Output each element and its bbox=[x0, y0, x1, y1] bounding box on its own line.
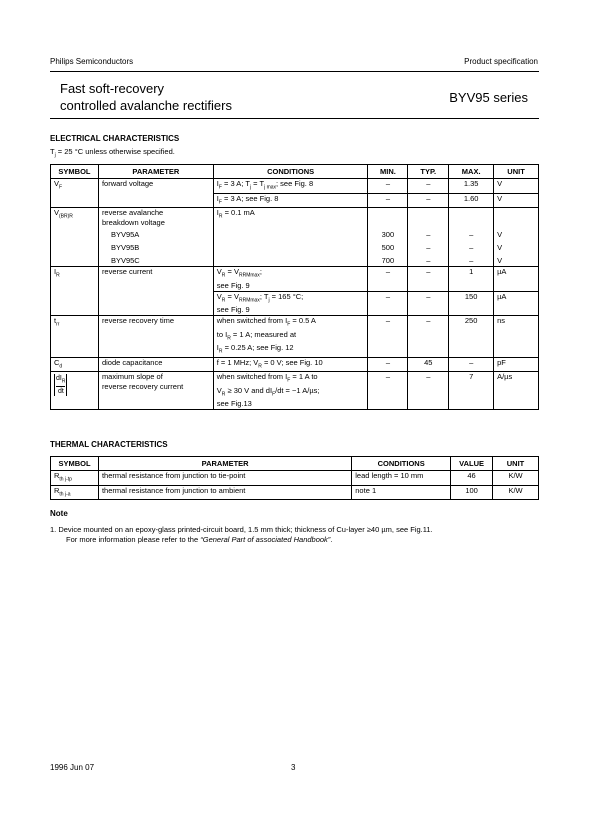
max-cell: 250 bbox=[449, 316, 494, 358]
cond-cell: $I_F = 3$ A; $T_j = T_{j max}$; see Fig. 8 bbox=[213, 179, 368, 194]
unit-cell: V V V bbox=[494, 208, 539, 267]
col-header-unit: UNIT bbox=[494, 165, 539, 179]
col-header-min: MIN. bbox=[368, 165, 408, 179]
symbol-ir: $I_R$ bbox=[51, 267, 99, 316]
param-cell bbox=[98, 208, 213, 267]
doc-title-line2: controlled avalanche rectifiers bbox=[60, 98, 232, 113]
max-cell: 7 bbox=[449, 372, 494, 410]
param-cell: maximum slope of reverse recovery current bbox=[98, 372, 213, 410]
doc-title bbox=[60, 80, 232, 114]
table-row bbox=[51, 179, 539, 194]
max-cell: 1.60 bbox=[449, 193, 494, 208]
symbol-rth-jtp: $R_{th j-tp}$ bbox=[51, 471, 99, 486]
max-cell: – bbox=[449, 357, 494, 372]
note-heading: Note bbox=[50, 509, 68, 518]
typ-cell: – bbox=[408, 372, 449, 410]
unit-cell: µA bbox=[494, 291, 539, 316]
cond-cell: $V_R = V_{RRMmax}$; $T_j = 165$ °C; see Fig. 9 bbox=[213, 291, 368, 316]
param-cell: forward voltage bbox=[98, 179, 213, 208]
col-header-typ: TYP. bbox=[408, 165, 449, 179]
typ-cell: – – – bbox=[408, 208, 449, 267]
symbol-vf: $V_F$ bbox=[51, 179, 99, 208]
title-rule bbox=[50, 118, 539, 119]
cond-cell: note 1 bbox=[352, 485, 451, 500]
doc-title-line1: Fast soft-recovery bbox=[60, 81, 165, 96]
variant-byv95b: BYV95B bbox=[110, 243, 140, 252]
param-cell: thermal resistance from junction to ambient bbox=[98, 485, 351, 500]
param-line: breakdown voltage bbox=[101, 218, 165, 227]
unit-cell: µA bbox=[494, 267, 539, 292]
min-cell: – bbox=[368, 316, 408, 358]
symbol-rth-ja: $R_{th j-a}$ bbox=[51, 485, 99, 500]
page-number: 3 bbox=[291, 763, 296, 772]
param-cell: diode capacitance bbox=[98, 357, 213, 372]
variant-byv95c: BYV95C bbox=[110, 256, 140, 265]
cond-cell: when switched from $I_F = 0.5$ A to $I_R = 1$ A; measured at $I_R = 0.25$ A; see Fig. 12 bbox=[213, 316, 368, 358]
min-cell: 300 500 700 bbox=[368, 208, 408, 267]
col-header-conditions: CONDITIONS bbox=[352, 457, 451, 471]
thermal-heading: THERMAL CHARACTERISTICS bbox=[50, 440, 168, 449]
table-row bbox=[51, 471, 539, 486]
param-cell: reverse recovery time bbox=[98, 316, 213, 358]
col-header-symbol: SYMBOL bbox=[51, 165, 99, 179]
header-rule bbox=[50, 71, 539, 72]
cond-cell: when switched from $I_F = 1$ A to $V_R \ge 30$ V and $dI_F/dt = -1$ A/µs; see Fig.13 bbox=[213, 372, 368, 410]
max-cell: – – – bbox=[449, 208, 494, 267]
value-cell: 100 bbox=[451, 485, 493, 500]
typ-cell: 45 bbox=[408, 357, 449, 372]
param-line: reverse avalanche bbox=[101, 208, 164, 217]
typ-cell: – bbox=[408, 267, 449, 292]
note-text-2: For more information please refer to the “General Part of associated Handbook”. bbox=[66, 535, 333, 544]
col-header-max: MAX. bbox=[449, 165, 494, 179]
col-header-unit: UNIT bbox=[493, 457, 539, 471]
max-cell: 150 bbox=[449, 291, 494, 316]
symbol-trr: $t_{rr}$ bbox=[51, 316, 99, 358]
min-cell: – bbox=[368, 291, 408, 316]
cond-cell: $I_R = 0.1$ mA bbox=[213, 208, 368, 267]
symbol-dir-dt: $\frac{dI_R}{dt}$ bbox=[51, 372, 99, 410]
min-cell: – bbox=[368, 372, 408, 410]
table-row bbox=[51, 357, 539, 372]
table-header-row bbox=[51, 165, 539, 179]
table-header-row bbox=[51, 457, 539, 471]
min-cell: – bbox=[368, 267, 408, 292]
electrical-heading: ELECTRICAL CHARACTERISTICS bbox=[50, 134, 180, 143]
electrical-table bbox=[50, 164, 539, 410]
note-text-1: 1. Device mounted on an epoxy-glass printed-circuit board, 1.5 mm thick; thickness of Cu-layer ≥40 µm, see Fig.11. bbox=[50, 525, 433, 534]
unit-cell: V bbox=[494, 179, 539, 194]
cond-cell: f = 1 MHz; $V_R = 0$ V; see Fig. 10 bbox=[213, 357, 368, 372]
unit-cell: pF bbox=[494, 357, 539, 372]
col-header-parameter: PARAMETER bbox=[98, 457, 351, 471]
table-row bbox=[51, 316, 539, 358]
typ-cell: – bbox=[408, 193, 449, 208]
unit-cell: K/W bbox=[493, 471, 539, 486]
min-cell: – bbox=[368, 357, 408, 372]
min-cell: – bbox=[368, 179, 408, 194]
electrical-condition: $T_j = 25$ °C unless otherwise specified. bbox=[50, 147, 175, 159]
unit-cell: A/µs bbox=[494, 372, 539, 410]
table-row bbox=[51, 372, 539, 410]
typ-cell: – bbox=[408, 316, 449, 358]
table-row bbox=[51, 485, 539, 500]
param-cell: thermal resistance from junction to tie-point bbox=[98, 471, 351, 486]
unit-cell: K/W bbox=[493, 485, 539, 500]
col-header-symbol: SYMBOL bbox=[51, 457, 99, 471]
cond-cell: $I_F = 3$ A; see Fig. 8 bbox=[213, 193, 368, 208]
param-cell: reverse current bbox=[98, 267, 213, 316]
doc-type: Product specification bbox=[464, 57, 538, 66]
max-cell: 1.35 bbox=[449, 179, 494, 194]
col-header-parameter: PARAMETER bbox=[98, 165, 213, 179]
thermal-table bbox=[50, 456, 539, 500]
typ-cell: – bbox=[408, 179, 449, 194]
company-name: Philips Semiconductors bbox=[50, 57, 134, 66]
footer-date: 1996 Jun 07 bbox=[50, 763, 95, 772]
table-row bbox=[51, 267, 539, 292]
max-cell: 1 bbox=[449, 267, 494, 292]
symbol-cd: $C_d$ bbox=[51, 357, 99, 372]
symbol-vbrr: $V_{(BR)R}$ bbox=[51, 208, 99, 267]
variant-byv95a: BYV95A bbox=[110, 230, 140, 239]
unit-cell: ns bbox=[494, 316, 539, 358]
cond-cell: lead length = 10 mm bbox=[352, 471, 451, 486]
unit-cell: V bbox=[494, 193, 539, 208]
col-header-value: VALUE bbox=[451, 457, 493, 471]
part-number: BYV95 series bbox=[449, 90, 528, 105]
typ-cell: – bbox=[408, 291, 449, 316]
cond-cell: $V_R = V_{RRMmax}$; see Fig. 9 bbox=[213, 267, 368, 292]
col-header-conditions: CONDITIONS bbox=[213, 165, 368, 179]
min-cell: – bbox=[368, 193, 408, 208]
value-cell: 46 bbox=[451, 471, 493, 486]
table-row bbox=[51, 208, 539, 267]
